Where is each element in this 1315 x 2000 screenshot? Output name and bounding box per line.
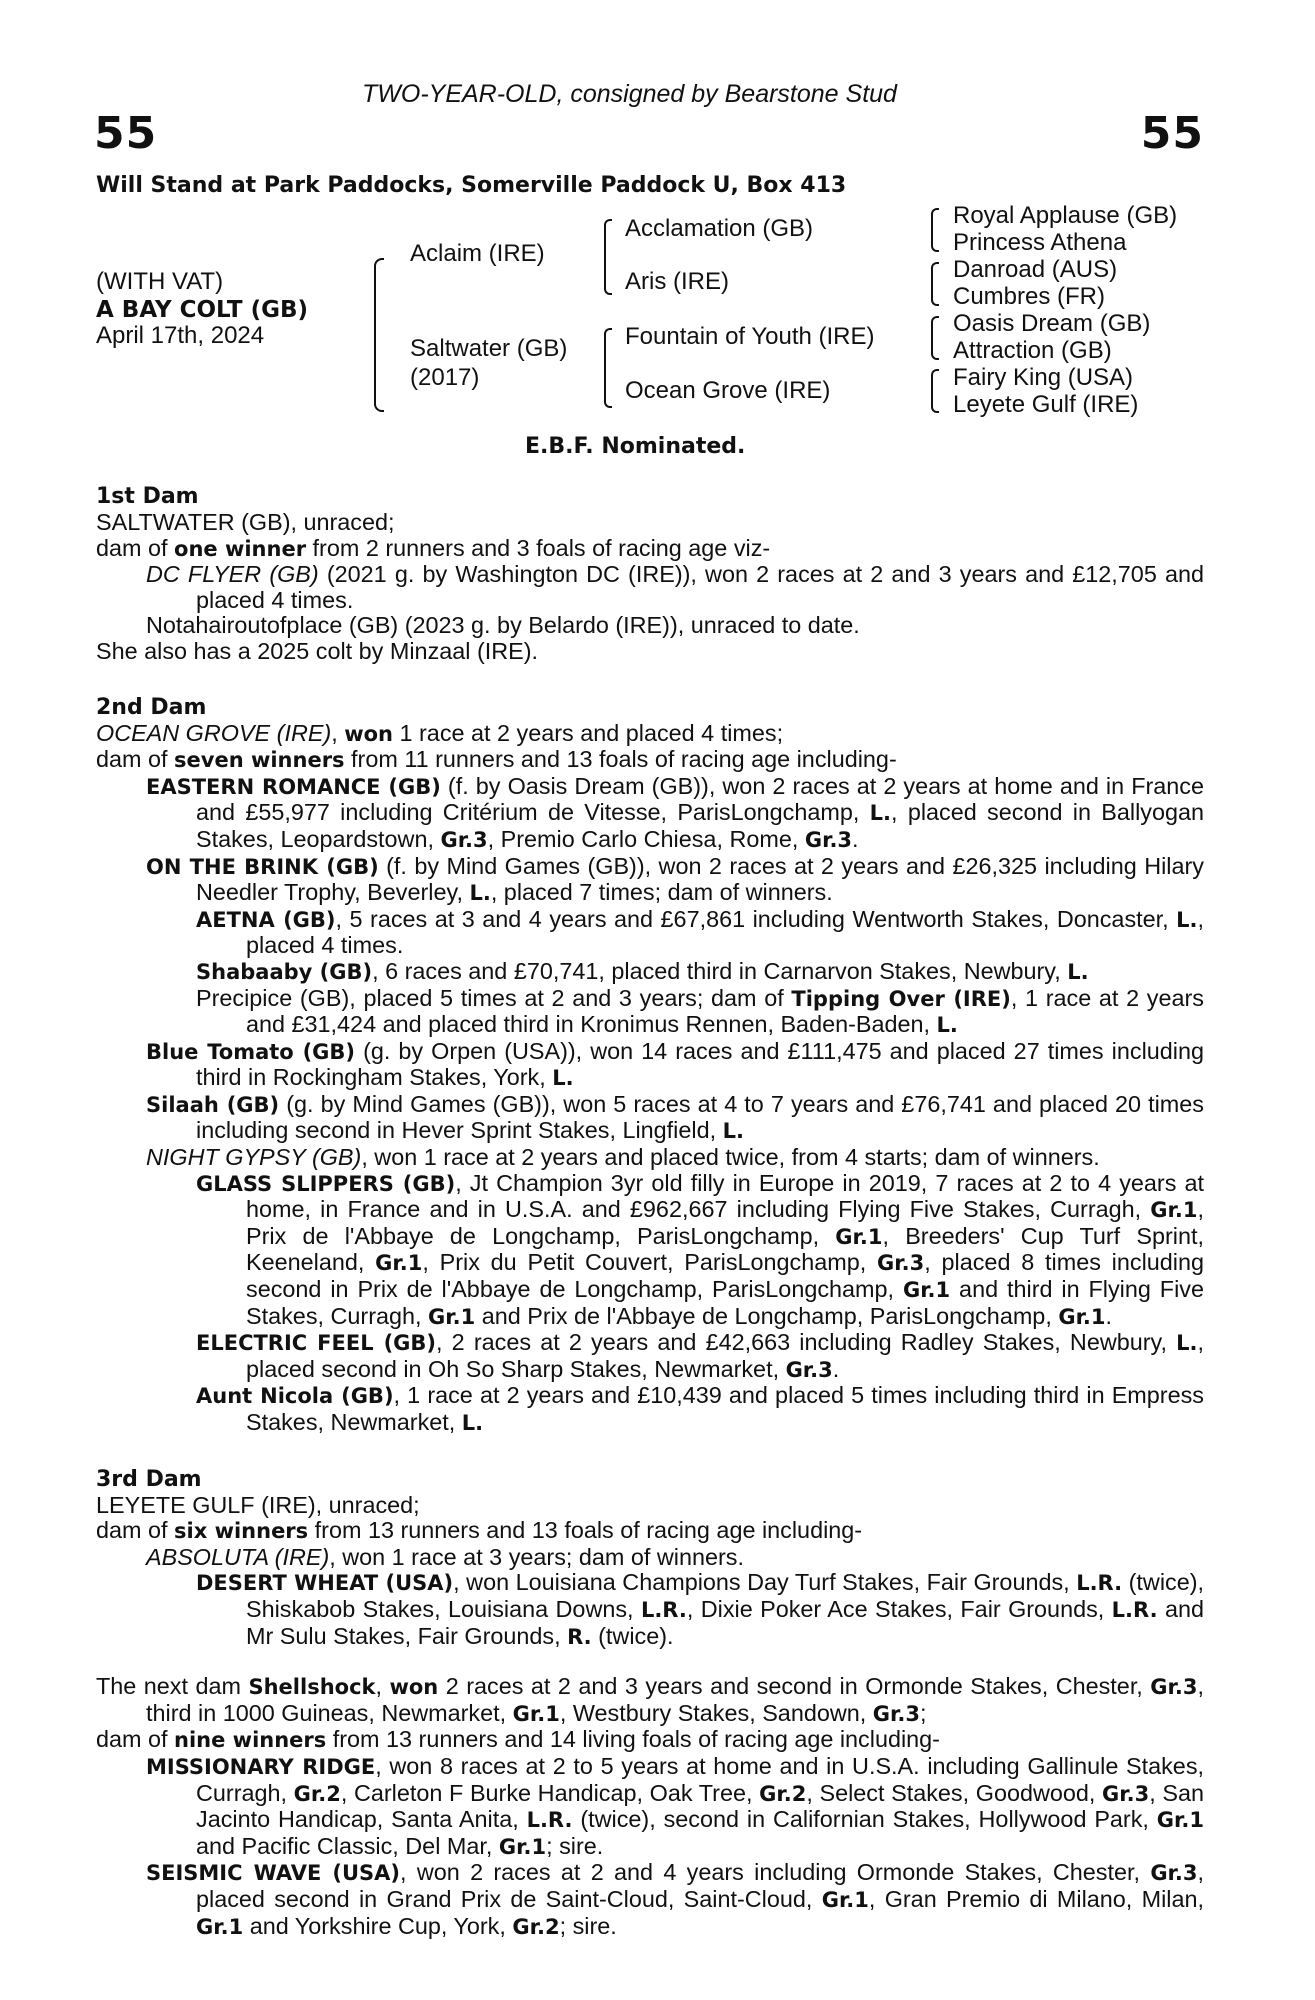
consignment-line: TWO-YEAR-OLD, consigned by Bearstone Stud: [362, 80, 897, 108]
pedigree-paragraph: DC FLYER (GB) (2021 g. by Washington DC (IRE)), won 2 races at 2 and 3 years and £12,705 and placed 4 times.: [146, 561, 1204, 613]
pedigree-brace-main: [374, 258, 384, 412]
pedigree-paragraph: NIGHT GYPSY (GB), won 1 race at 2 years and placed twice, from 4 starts; dam of winners.: [146, 1144, 1100, 1171]
pedigree-paragraph: SEISMIC WAVE (USA), won 2 races at 2 and 4 years including Ormonde Stakes, Chester, Gr.3, placed second in Grand Prix de Saint-Cloud, Saint-Cloud, Gr.1, Gran Premio di Milano, Milan, Gr.1 and Yorkshire Cup, York, Gr.2; sire.: [146, 1859, 1205, 1939]
dam-sire: Fountain of Youth (IRE): [625, 323, 875, 350]
lot-number-left: 55: [94, 108, 158, 159]
catalogue-body: [96, 484, 1204, 1940]
grandparent-2: Princess Athena: [953, 229, 1127, 256]
pedigree-paragraph: ABSOLUTA (IRE), won 1 race at 3 years; dam of winners.: [146, 1543, 744, 1570]
pedigree-paragraph: SALTWATER (GB), unraced;: [96, 509, 395, 535]
pedigree-paragraph: [96, 1650, 1204, 1674]
sire-sire: Acclamation (GB): [625, 215, 814, 242]
pedigree-paragraph: Shabaaby (GB), 6 races and £70,741, placed third in Carnarvon Stakes, Newbury, L.: [196, 957, 1089, 984]
pedigree-paragraph: Silaah (GB) (g. by Mind Games (GB)), won 5 races at 4 to 7 years and £76,741 and placed 20 times including second in Hever Sprint Stakes, Lingfield, L.: [146, 1090, 1204, 1144]
grandparent-8: Leyete Gulf (IRE): [953, 391, 1139, 418]
pedigree-brace-sire: [604, 219, 612, 295]
grandparent-3: Danroad (AUS): [953, 256, 1118, 283]
pedigree-brace-dam: [604, 328, 612, 408]
horse-name: A BAY COLT (GB): [96, 297, 309, 323]
pedigree-paragraph: She also has a 2025 colt by Minzaal (IRE).: [96, 637, 539, 664]
pedigree-paragraph: dam of one winner from 2 runners and 3 foals of racing age viz-: [96, 534, 771, 561]
dam: Saltwater (GB): [410, 335, 568, 362]
ebf-nomination: E.B.F. Nominated.: [525, 434, 746, 459]
grandparent-6: Attraction (GB): [953, 337, 1112, 364]
sire: Aclaim (IRE): [410, 240, 545, 267]
sire-dam: Aris (IRE): [625, 268, 729, 295]
pedigree-paragraph: ON THE BRINK (GB) (f. by Mind Games (GB)), won 2 races at 2 years and £26,325 including Hilary Needler Trophy, Beverley, L., placed 7 times; dam of winners.: [146, 852, 1204, 906]
pedigree-paragraph: GLASS SLIPPERS (GB), Jt Champion 3yr old filly in Europe in 2019, 7 races at 2 to 4 years at home, in France and in U.S.A. and £962,667 including Flying Five Stakes, Curragh, Gr.1, Prix de l'Abbaye de Longchamp, ParisLongchamp, Gr.1, Breeders' Cup Turf Sprint, Keeneland, Gr.1, Prix du Petit Couvert, ParisLongchamp, Gr.3, placed 8 times including second in Prix de l'Abbaye de Longchamp, ParisLongchamp, Gr.1 and third in Flying Five Stakes, Curragh, Gr.1 and Prix de l'Abbaye de Longchamp, ParisLongchamp, Gr.1.: [196, 1169, 1205, 1329]
pedigree-paragraph: ELECTRIC FEEL (GB), 2 races at 2 years and £42,663 including Radley Stakes, Newbury, L., placed second in Oh So Sharp Stakes, Newmarket, Gr.3.: [196, 1329, 1204, 1382]
pedigree-paragraph: AETNA (GB), 5 races at 3 and 4 years and £67,861 including Wentworth Stakes, Doncaster, L., placed 4 times.: [196, 905, 1205, 959]
pedigree-paragraph: Notahairoutofplace (GB) (2023 g. by Belardo (IRE)), unraced to date.: [146, 612, 860, 639]
pedigree-brace-g34: [931, 262, 939, 306]
pedigree-brace-g12: [931, 208, 939, 252]
stand-location: Will Stand at Park Paddocks, Somerville Paddock U, Box 413: [96, 173, 847, 198]
lot-number-right: 55: [1140, 108, 1204, 159]
pedigree-paragraph: MISSIONARY RIDGE, won 8 races at 2 to 5 years at home and in U.S.A. including Gallinule Stakes, Curragh, Gr.2, Carleton F Burke Handicap, Oak Tree, Gr.2, Select Stakes, Goodwood, Gr.3, San Jacinto Handicap, Santa Anita, L.R. (twice), second in Californian Stakes, Hollywood Park, Gr.1 and Pacific Classic, Del Mar, Gr.1; sire.: [146, 1752, 1205, 1859]
pedigree-brace-g78: [931, 369, 939, 413]
pedigree-paragraph: Blue Tomato (GB) (g. by Orpen (USA)), won 14 races and £111,475 and placed 27 times including third in Rockingham Stakes, York, L.: [146, 1037, 1204, 1091]
pedigree-paragraph: dam of seven winners from 11 runners and 13 foals of racing age including-: [96, 746, 897, 773]
pedigree-paragraph: dam of nine winners from 13 runners and 14 living foals of racing age including-: [96, 1726, 940, 1753]
grandparent-5: Oasis Dream (GB): [953, 310, 1151, 337]
vat-note: (WITH VAT): [96, 268, 224, 295]
pedigree-brace-g56: [931, 316, 939, 360]
section-heading: 2nd Dam: [96, 694, 207, 720]
section-heading: 1st Dam: [96, 484, 199, 509]
pedigree-paragraph: Aunt Nicola (GB), 1 race at 2 years and £10,439 and placed 5 times including third in Empress Stakes, Newmarket, L.: [196, 1382, 1204, 1435]
pedigree-paragraph: OCEAN GROVE (IRE), won 1 race at 2 years and placed 4 times;: [96, 719, 784, 746]
pedigree-paragraph: LEYETE GULF (IRE), unraced;: [96, 1491, 420, 1518]
pedigree-paragraph: EASTERN ROMANCE (GB) (f. by Oasis Dream (GB)), won 2 races at 2 years at home and in France and £55,977 including Critérium de Vitesse, ParisLongchamp, L., placed second in Ballyogan Stakes, Leopardstown, Gr.3, Premio Carlo Chiesa, Rome, Gr.3.: [146, 772, 1205, 852]
pedigree-paragraph: DESERT WHEAT (USA), won Louisiana Champions Day Turf Stakes, Fair Grounds, L.R. (twice), Shiskabob Stakes, Louisiana Downs, L.R., Dixie Poker Ace Stakes, Fair Grounds, L.R. and Mr Sulu Stakes, Fair Grounds, R. (twice).: [196, 1569, 1205, 1649]
dam-dam: Ocean Grove (IRE): [625, 377, 831, 404]
dam-year: (2017): [410, 364, 480, 391]
pedigree-paragraph: Precipice (GB), placed 5 times at 2 and 3 years; dam of Tipping Over (IRE), 1 race at 2 years and £31,424 and placed third in Kronimus Rennen, Baden-Baden, L.: [196, 984, 1205, 1038]
section-heading: 3rd Dam: [96, 1466, 202, 1492]
grandparent-1: Royal Applause (GB): [953, 202, 1178, 229]
foaling-date: April 17th, 2024: [96, 322, 265, 349]
pedigree-paragraph: dam of six winners from 13 runners and 13 foals of racing age including-: [96, 1517, 863, 1544]
grandparent-4: Cumbres (FR): [953, 283, 1106, 310]
pedigree-paragraph: The next dam Shellshock, won 2 races at 2 and 3 years and second in Ormonde Stakes, Chester, Gr.3, third in 1000 Guineas, Newmarket, Gr.1, Westbury Stakes, Sandown, Gr.3;: [96, 1673, 1204, 1726]
grandparent-7: Fairy King (USA): [953, 364, 1134, 391]
